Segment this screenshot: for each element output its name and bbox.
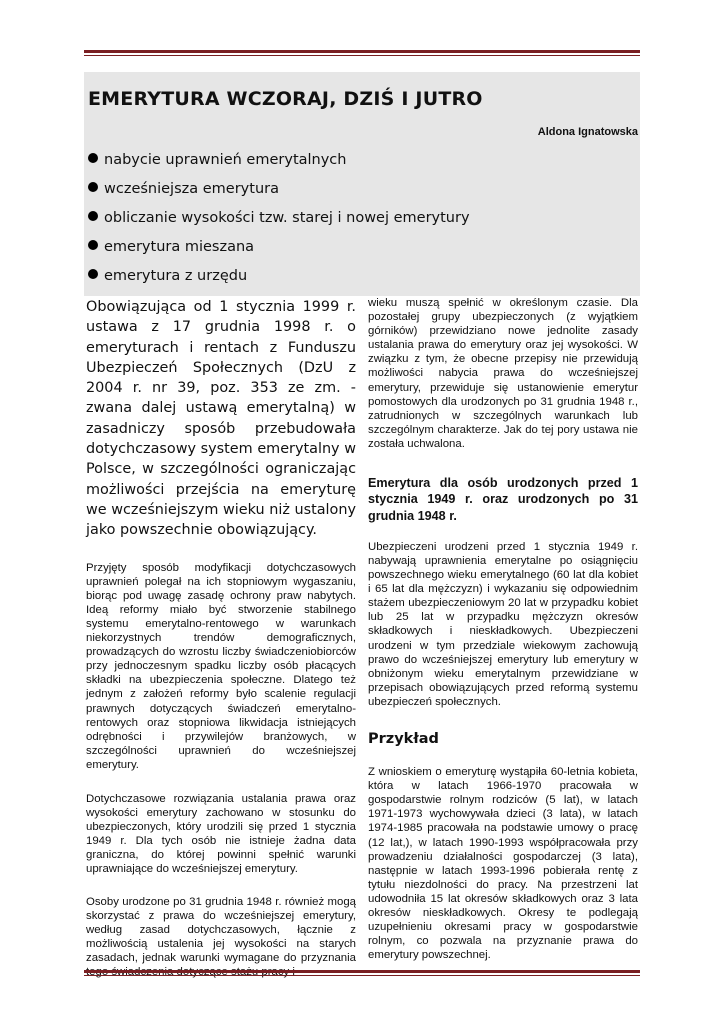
topic-item: obliczanie wysokości tzw. starej i nowej emerytury [88, 205, 470, 234]
topic-item: emerytura mieszana [88, 234, 470, 263]
body-paragraph: Osoby urodzone po 31 grudnia 1948 r. również mogą skorzystać z prawa do wcześniejszej emerytury, według zasad dotychczasowych, łącznie z możliwością ustalenia jej wysokości na starych zasadach, jednak warunki wymagane do przyznania [86, 895, 356, 964]
example-paragraph: Z wnioskiem o emeryturę wystąpiła 60-letnia kobieta, która w latach 1966-1970 pracowała w gospodarstwie rolnym rodziców (5 lat), w latach 1971-1973 wychowywała dzieci (3 lata), w latach 1974-1985 pracowała na podstawie umowy o pracę (12 lat,), w latach 1990-1993 współpracowała przy prowadzeniu działalności gospodarczej (3 lata), następnie w latach 1993-1996 pobierała rentę z tytułu niezdolności do pracy. Na przestrzeni lat udowodniła 15 lat okresów składkowych oraz 3 lata okresów nieskładkowych. Okresy te podlegają uzupełnieniu okresami pracy w gospodarstwie rolnym, co pozwala na przyznanie prawa do emerytury powszechnej. [368, 766, 638, 962]
topic-item: emerytura z urzędu [88, 263, 470, 292]
article-title: EMERYTURA WCZORAJ, DZIŚ I JUTRO [88, 88, 483, 110]
bullet-dot-icon [88, 269, 98, 279]
topic-item: wcześniejsza emerytura [88, 176, 470, 205]
example-heading: Przykład [368, 731, 439, 748]
top-rule [84, 50, 640, 56]
bottom-rule [84, 970, 640, 976]
bullet-dot-icon [88, 211, 98, 221]
body-paragraph: Ubezpieczeni urodzeni przed 1 stycznia 1949 r. nabywają uprawnienia emerytalne po osiągnięciu powszechnego wieku emerytalnego (60 lat dla kobiet i 65 lat dla mężczyzn) i wykazaniu się odpowiednim stażem ubezpieczeniowym 20 lat w przypadku kobiet lub 25 lat w przypadku mężczyzn okresów składkowych i nieskładkowych. Ubezpieczeni urodzeni w tym przedziale wiekowym zachowują prawo do wcześniejszej emerytury lub emerytury w obniżonym wieku emerytalnym przewidziane w przepisach obowiązujących przed reformą systemu ubezpieczeń społecznych. [368, 540, 638, 708]
bullet-dot-icon [88, 182, 98, 192]
bullet-dot-icon [88, 153, 98, 163]
article-author: Aldona Ignatowska [537, 126, 638, 138]
lead-paragraph: Obowiązująca od 1 stycznia 1999 r. ustawa z 17 grudnia 1998 r. o emeryturach i rentach z Funduszu Ubezpieczeń Społecznych (DzU z 2004 r. nr 39, poz. 353 ze zm. - zwana dalej ustawą emerytalną) w zasadniczy sposób przebudowała dotychczasowy system emerytalny w Polsce, w szczególności ograniczając możliwości przejścia na emeryturę we wcześniejszym wieku niż ustalony jako powszechnie obowiązujący. [86, 299, 356, 539]
topic-item: nabycie uprawnień emerytalnych [88, 147, 470, 176]
bullet-dot-icon [88, 240, 98, 250]
left-column [86, 297, 356, 979]
section-subheading: Emerytura dla osób urodzonych przed 1 stycznia 1949 r. oraz urodzonych po 31 grudnia 1948 r. [368, 476, 638, 523]
body-paragraph: wieku muszą spełnić w określonym czasie. Dla pozostałej grupy ubezpieczonych (z wyjątkiem górników) przewidziano nowe jednolite zasady ustalania prawa do emerytury oraz jej wysokości. W związku z tym, że obecne przepisy nie przewidują możliwości nabycia prawa do wcześniejszej emerytury, przewiduje się ustanowienie emerytur pomostowych dla urodzonych po 31 grudnia 1948 r., zatrudnionych w szczególnych warunkach lub szczególnym charakterze. Jak do tej pory ustawa nie została uchwalona. [368, 297, 638, 450]
body-paragraph: Przyjęty sposób modyfikacji dotychczasowych uprawnień polegał na ich stopniowym wygaszaniu, biorąc pod uwagę zasadę ochrony praw nabytych. Ideą reformy miało być stworzenie stabilnego systemu emerytalno-rentowego w warunkach niekorzystnych trendów demograficznych, prowadzących do wzrostu liczby świadczeniobiorców przy jednoczesnym spadku liczby osób płacących składki na ubezpieczenia społeczne. Dlatego też jednym z założeń reformy było scalenie regulacji prawnych dotyczących świadczeń emerytalno-rentowych oraz stopniowa likwidacja istniejących odrębności i przywilejów branżowych, w szczególności uprawnień do wcześniejszej emerytury. [86, 561, 356, 771]
body-paragraph: Dotychczasowe rozwiązania ustalania prawa oraz wysokości emerytury zachowano w stosunku do ubezpieczonych, który urodzili się przed 1 stycznia 1949 r. Dla tych osób nie istnieje żadna data graniczna, do której powinni spełnić warunki uprawniające do wcześniejszej emerytury. [86, 792, 356, 876]
right-column [368, 296, 638, 962]
topic-list [88, 147, 470, 292]
